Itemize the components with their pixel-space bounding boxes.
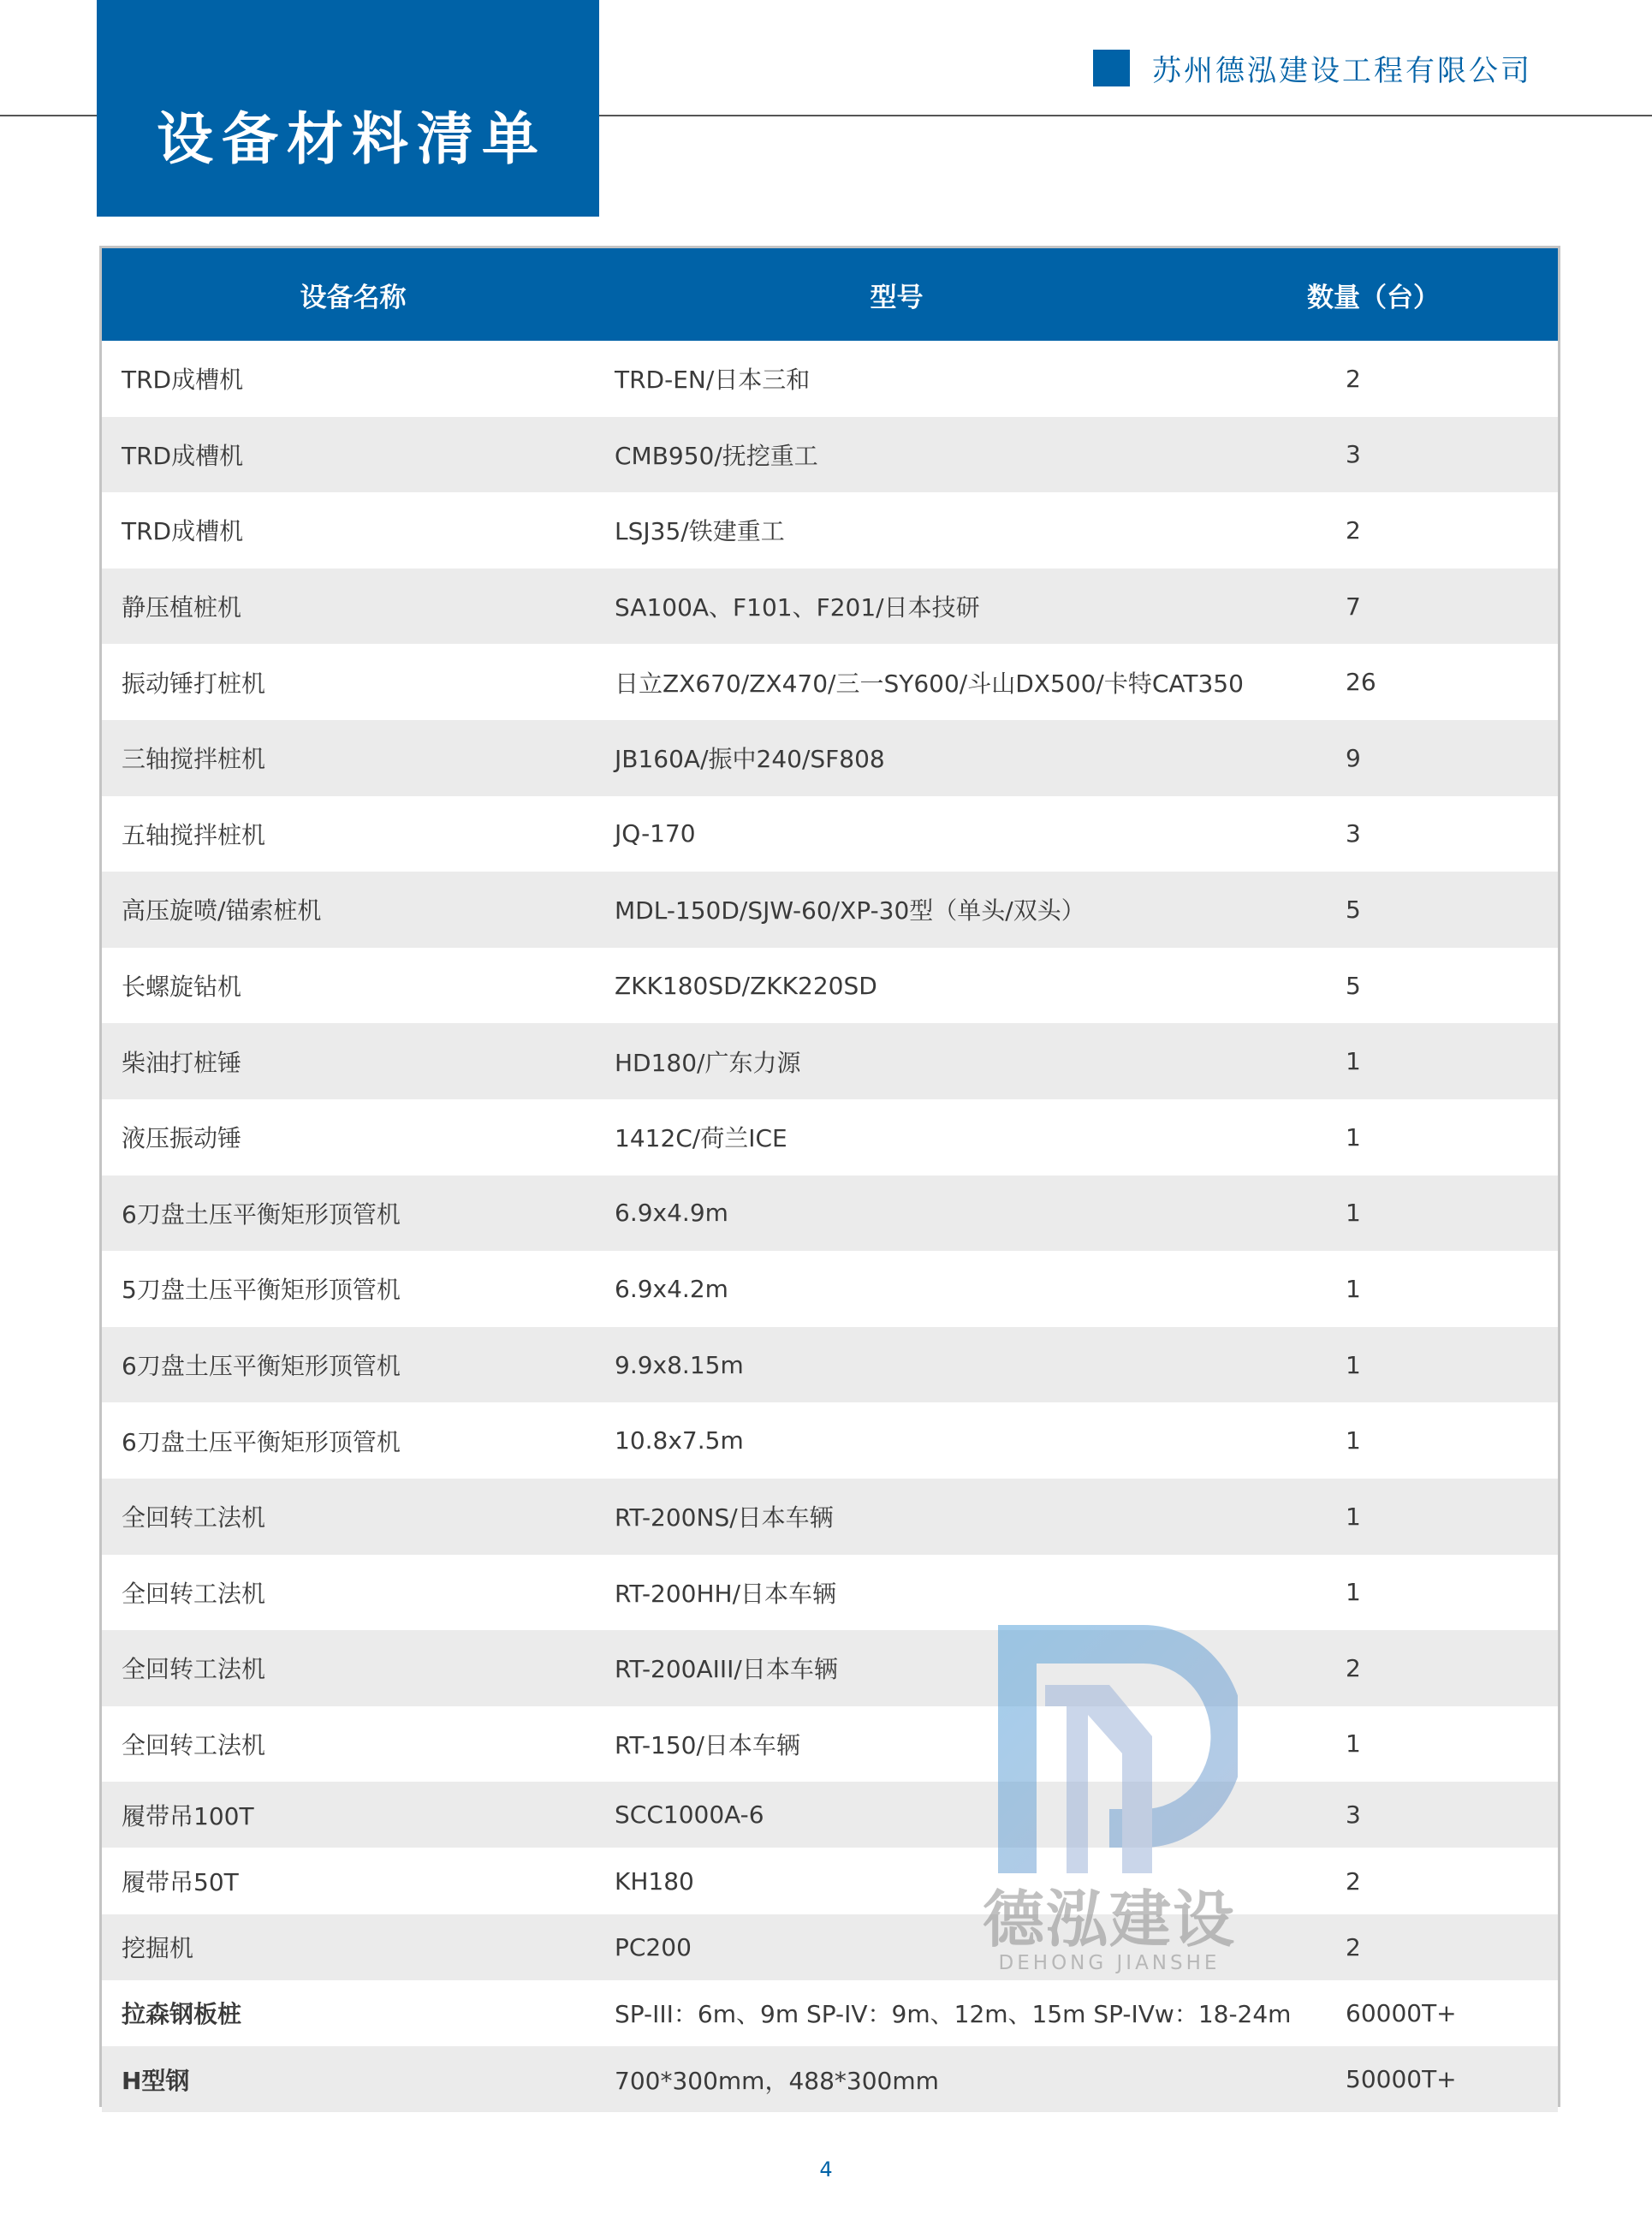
cell-quantity: 2	[1346, 1653, 1361, 1682]
table-row	[102, 720, 1558, 796]
cell-equipment-name: 拉森钢板桩	[122, 2000, 242, 2029]
company-name: 苏州德泓建设工程有限公司	[1152, 53, 1532, 88]
cell-quantity: 7	[1346, 592, 1361, 621]
cell-quantity: 1	[1346, 1274, 1361, 1303]
watermark-logo	[981, 1625, 1238, 1976]
cell-model: MDL-150D/SJW-60/XP-30型（单头/双头）	[615, 896, 1085, 926]
cell-quantity: 2	[1346, 364, 1361, 393]
watermark-english-text: DEHONG JIANSHE	[998, 1952, 1221, 1974]
column-header-model: 型号	[870, 282, 924, 313]
title-block	[97, 0, 599, 217]
cell-equipment-name: 长螺旋钻机	[122, 973, 242, 1002]
cell-quantity: 1	[1346, 1047, 1361, 1076]
cell-quantity: 1	[1346, 1578, 1361, 1607]
cell-quantity: 60000T+	[1346, 1998, 1457, 2027]
table-row	[102, 2046, 1558, 2112]
cell-quantity: 3	[1346, 1800, 1361, 1830]
table-row	[102, 796, 1558, 872]
cell-equipment-name: 柴油打桩锤	[122, 1048, 242, 1077]
cell-equipment-name: TRD成槽机	[122, 441, 244, 470]
cell-quantity: 5	[1346, 895, 1361, 924]
cell-model: ZKK180SD/ZKK220SD	[615, 971, 877, 1000]
cell-model: RT-200HH/日本车辆	[615, 1579, 837, 1608]
cell-model: TRD-EN/日本三和	[615, 366, 811, 395]
table-row	[102, 1706, 1558, 1783]
cell-quantity: 1	[1346, 1199, 1361, 1228]
cell-equipment-name: 高压旋喷/锚索桩机	[122, 896, 322, 926]
table-row	[102, 1175, 1558, 1252]
cell-quantity: 2	[1346, 515, 1361, 545]
cell-quantity: 2	[1346, 1866, 1361, 1896]
cell-equipment-name: 履带吊100T	[122, 1801, 254, 1830]
cell-model: RT-200AIII/日本车辆	[615, 1655, 838, 1684]
cell-equipment-name: 全回转工法机	[122, 1579, 266, 1608]
table-body	[102, 341, 1558, 2112]
cell-quantity: 1	[1346, 1426, 1361, 1455]
table-row	[102, 1848, 1558, 1914]
cell-equipment-name: 履带吊50T	[122, 1868, 239, 1897]
cell-model: 日立ZX670/ZX470/三一SY600/斗山DX500/卡特CAT350	[615, 669, 1244, 698]
cell-model: 9.9x8.15m	[615, 1350, 744, 1379]
cell-model: SCC1000A-6	[615, 1800, 764, 1830]
cell-model: 6.9x4.2m	[615, 1274, 728, 1303]
cell-equipment-name: 5刀盘土压平衡矩形顶管机	[122, 1276, 401, 1305]
cell-equipment-name: H型钢	[122, 2066, 190, 2095]
table-header-row	[102, 248, 1558, 341]
cell-equipment-name: 6刀盘土压平衡矩形顶管机	[122, 1199, 401, 1229]
cell-quantity: 2	[1346, 1932, 1361, 1961]
cell-quantity: 1	[1346, 1122, 1361, 1152]
table-row	[102, 568, 1558, 645]
table-row	[102, 492, 1558, 568]
page-number: 4	[819, 2158, 833, 2181]
table-row	[102, 1099, 1558, 1175]
cell-quantity: 9	[1346, 743, 1361, 772]
cell-equipment-name: 全回转工法机	[122, 1730, 266, 1759]
cell-equipment-name: 液压振动锤	[122, 1124, 242, 1153]
cell-equipment-name: 振动锤打桩机	[122, 669, 266, 698]
company-header	[1093, 48, 1532, 87]
cell-quantity: 1	[1346, 1729, 1361, 1759]
table-row	[102, 1251, 1558, 1327]
equipment-table	[99, 246, 1560, 2107]
cell-model: CMB950/抚挖重工	[615, 441, 818, 470]
cell-model: KH180	[615, 1866, 694, 1896]
table-row	[102, 872, 1558, 948]
cell-equipment-name: 五轴搅拌桩机	[122, 820, 266, 849]
cell-model: HD180/广东力源	[615, 1048, 801, 1077]
cell-quantity: 3	[1346, 819, 1361, 848]
cell-model: RT-200NS/日本车辆	[615, 1503, 834, 1533]
table-row	[102, 1327, 1558, 1403]
cell-model: SP-III：6m、9m SP-IV：9m、12m、15m SP-IVw：18-24m	[615, 2000, 1292, 2029]
cell-quantity: 26	[1346, 668, 1376, 697]
cell-model: JQ-170	[615, 819, 696, 848]
cell-model: LSJ35/铁建重工	[615, 517, 785, 546]
table-row	[102, 1914, 1558, 1980]
cell-quantity: 5	[1346, 971, 1361, 1000]
table-row	[102, 1782, 1558, 1848]
cell-model: PC200	[615, 1932, 692, 1961]
cell-model: 10.8x7.5m	[615, 1426, 744, 1455]
table-row	[102, 341, 1558, 417]
watermark-logo-icon	[981, 1625, 1238, 1882]
cell-model: SA100A、F101、F201/日本技研	[615, 593, 980, 622]
cell-model: 1412C/荷兰ICE	[615, 1124, 787, 1153]
cell-equipment-name: 全回转工法机	[122, 1503, 266, 1533]
table-row	[102, 417, 1558, 493]
table-row	[102, 1402, 1558, 1479]
cell-equipment-name: 6刀盘土压平衡矩形顶管机	[122, 1427, 401, 1456]
column-header-qty: 数量（台）	[1307, 282, 1440, 313]
company-logo-square-icon	[1093, 50, 1130, 86]
cell-equipment-name: 三轴搅拌桩机	[122, 745, 266, 774]
watermark-chinese-text: 德泓建设	[982, 1884, 1236, 1955]
cell-quantity: 3	[1346, 440, 1361, 469]
cell-equipment-name: TRD成槽机	[122, 366, 244, 395]
table-row	[102, 644, 1558, 720]
cell-model: RT-150/日本车辆	[615, 1730, 800, 1759]
cell-model: 700*300mm，488*300mm	[615, 2066, 939, 2095]
cell-equipment-name: 挖掘机	[122, 1934, 194, 1963]
cell-equipment-name: 静压植桩机	[122, 593, 242, 622]
table-row	[102, 1023, 1558, 1099]
table-row	[102, 1630, 1558, 1706]
cell-quantity: 50000T+	[1346, 2065, 1457, 2094]
column-header-name: 设备名称	[300, 282, 407, 313]
cell-equipment-name: 6刀盘土压平衡矩形顶管机	[122, 1352, 401, 1381]
cell-quantity: 1	[1346, 1350, 1361, 1379]
cell-equipment-name: 全回转工法机	[122, 1655, 266, 1684]
table-row	[102, 1479, 1558, 1555]
cell-model: JB160A/振中240/SF808	[615, 745, 885, 774]
table-row	[102, 948, 1558, 1024]
cell-model: 6.9x4.9m	[615, 1199, 728, 1228]
cell-quantity: 1	[1346, 1502, 1361, 1531]
page-title: 设备材料清单	[157, 106, 547, 172]
table-row	[102, 1555, 1558, 1631]
table-row	[102, 1980, 1558, 2046]
cell-equipment-name: TRD成槽机	[122, 517, 244, 546]
